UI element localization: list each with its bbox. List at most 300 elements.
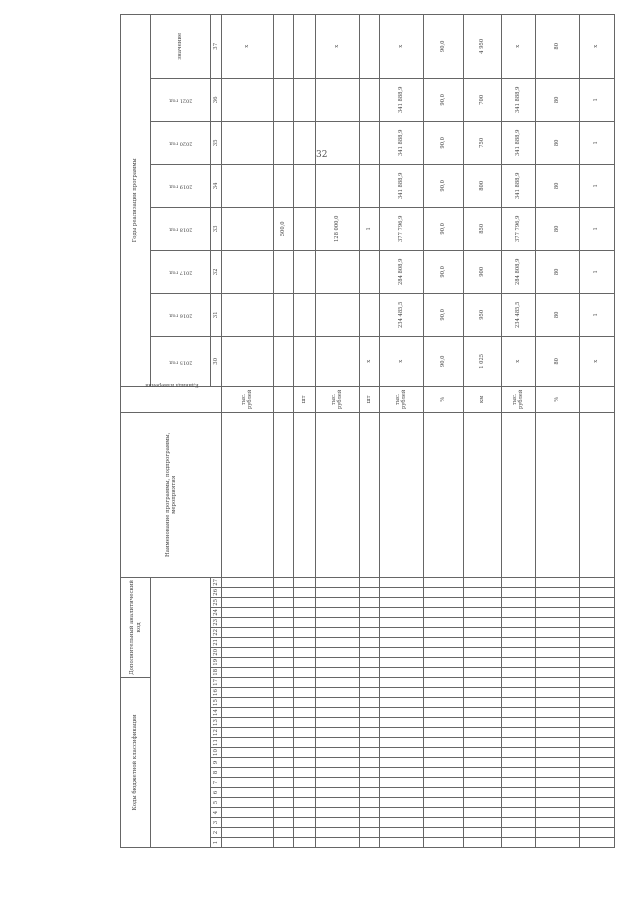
year-value-cell (222, 336, 274, 386)
column-number: 14 (211, 708, 222, 718)
code-cell (536, 728, 580, 738)
code-cell (316, 647, 360, 657)
code-cell (502, 728, 536, 738)
code-cell (360, 617, 380, 627)
code-cell (274, 607, 294, 617)
code-cell (360, 667, 380, 677)
column-number: 13 (211, 718, 222, 728)
column-number: 21 (211, 637, 222, 647)
code-cell (222, 778, 274, 788)
year-value-cell (316, 121, 360, 164)
code-cell (536, 798, 580, 808)
table-row (502, 14, 536, 847)
code-cell (424, 627, 464, 637)
code-cell (360, 748, 380, 758)
code-cell (580, 798, 615, 808)
header-row-1 (121, 14, 151, 847)
code-cell (380, 647, 424, 657)
code-cell (294, 828, 316, 838)
code-cell (380, 768, 424, 778)
code-cell (424, 808, 464, 818)
code-cell (536, 607, 580, 617)
column-number: 17 (211, 677, 222, 687)
year-value-cell: 128 000,0 (316, 207, 360, 250)
code-cell (464, 818, 502, 828)
code-cell (424, 657, 464, 667)
code-cell (274, 708, 294, 718)
code-cell (536, 838, 580, 848)
year-value-cell (294, 336, 316, 386)
code-cell (580, 808, 615, 818)
code-cell (536, 808, 580, 818)
code-cell (502, 698, 536, 708)
year-value-cell: х (380, 336, 424, 386)
code-cell (294, 778, 316, 788)
code-cell (294, 617, 316, 627)
code-cell (464, 667, 502, 677)
year-value-cell (222, 293, 274, 336)
code-cell (380, 838, 424, 848)
unit-cell: шт (294, 386, 316, 412)
year-value-cell: 800 (464, 164, 502, 207)
code-cell (316, 637, 360, 647)
code-cell (274, 748, 294, 758)
year-2021: 2021 год (151, 78, 211, 121)
code-cell (580, 738, 615, 748)
code-cell (274, 718, 294, 728)
code-cell (222, 597, 274, 607)
final-value-cell (294, 14, 316, 78)
year-value-cell: 1 (580, 164, 615, 207)
code-cell (222, 808, 274, 818)
year-value-cell: 377 796,9 (380, 207, 424, 250)
code-cell (536, 597, 580, 607)
code-cell (294, 597, 316, 607)
year-value-cell (222, 164, 274, 207)
row-description (360, 412, 380, 577)
code-cell (222, 637, 274, 647)
code-cell (536, 587, 580, 597)
year-value-cell: 80 (536, 121, 580, 164)
code-cell (316, 788, 360, 798)
year-value-cell: 1 (360, 207, 380, 250)
code-cell (380, 778, 424, 788)
year-value-cell: 80 (536, 250, 580, 293)
year-value-cell: 500,0 (274, 207, 294, 250)
code-cell (424, 748, 464, 758)
code-cell (536, 657, 580, 667)
column-number: 25 (211, 597, 222, 607)
code-cell (316, 818, 360, 828)
code-cell (316, 577, 360, 587)
year-value-cell (294, 293, 316, 336)
column-number: 20 (211, 647, 222, 657)
code-cell (536, 788, 580, 798)
year-value-cell: 1 (580, 207, 615, 250)
code-cell (274, 657, 294, 667)
table-row (580, 14, 615, 847)
code-cell (380, 617, 424, 627)
row-description (294, 412, 316, 577)
unit-column-header: Единица измерения (121, 386, 222, 412)
year-2020: 2020 год (151, 121, 211, 164)
year-value-cell (360, 78, 380, 121)
year-value-cell: 80 (536, 78, 580, 121)
code-cell (464, 748, 502, 758)
code-cell (536, 688, 580, 698)
code-cell (360, 657, 380, 667)
code-cell (360, 647, 380, 657)
year-value-cell: 341 888,9 (380, 164, 424, 207)
code-cell (464, 657, 502, 667)
code-cell (360, 637, 380, 647)
code-cell (380, 667, 424, 677)
year-value-cell (274, 336, 294, 386)
code-cell (360, 607, 380, 617)
code-cell (580, 627, 615, 637)
code-cell (580, 828, 615, 838)
column-number: 3 (211, 818, 222, 828)
code-cell (424, 778, 464, 788)
code-cell (424, 708, 464, 718)
code-cell (536, 738, 580, 748)
code-cell (424, 698, 464, 708)
code-cell (502, 627, 536, 637)
code-cell (464, 637, 502, 647)
code-cell (274, 617, 294, 627)
row-description (316, 412, 360, 577)
code-cell (536, 828, 580, 838)
code-cell (316, 758, 360, 768)
year-value-cell: 341 888,9 (502, 78, 536, 121)
year-value-cell (222, 207, 274, 250)
code-cell (360, 828, 380, 838)
code-cell (360, 708, 380, 718)
year-2019: 2019 год (151, 164, 211, 207)
code-cell (464, 738, 502, 748)
code-cell (502, 838, 536, 848)
code-cell (580, 728, 615, 738)
year-value-cell (274, 121, 294, 164)
code-cell (316, 768, 360, 778)
year-value-cell: 950 (464, 293, 502, 336)
unit-cell: тыс. рублей (380, 386, 424, 412)
final-value-cell (360, 14, 380, 78)
code-cell (316, 838, 360, 848)
code-cell (274, 637, 294, 647)
code-cell (316, 808, 360, 818)
column-number: 30 (211, 336, 222, 386)
code-cell (580, 698, 615, 708)
code-cell (294, 758, 316, 768)
code-cell (464, 688, 502, 698)
code-cell (274, 597, 294, 607)
year-value-cell (274, 250, 294, 293)
code-cell (316, 778, 360, 788)
code-cell (294, 688, 316, 698)
code-cell (360, 738, 380, 748)
unit-cell (274, 386, 294, 412)
code-cell (274, 738, 294, 748)
code-cell (222, 667, 274, 677)
column-number: 12 (211, 728, 222, 738)
code-cell (222, 788, 274, 798)
code-cell (222, 617, 274, 627)
row-description (380, 412, 424, 577)
code-cell (316, 718, 360, 728)
row-description (464, 412, 502, 577)
column-number: 10 (211, 748, 222, 758)
code-cell (294, 667, 316, 677)
code-cell (222, 708, 274, 718)
code-cell (536, 768, 580, 778)
code-cell (580, 838, 615, 848)
column-number: 22 (211, 627, 222, 637)
row-description (222, 412, 274, 577)
final-value-subheader: значение (151, 14, 211, 78)
code-cell (380, 798, 424, 808)
code-cell (464, 587, 502, 597)
code-cell (502, 808, 536, 818)
code-cell (222, 577, 274, 587)
code-cell (464, 788, 502, 798)
code-cell (536, 647, 580, 657)
code-cell (360, 768, 380, 778)
code-cell (294, 698, 316, 708)
code-cell (274, 808, 294, 818)
code-cell (294, 768, 316, 778)
code-cell (380, 587, 424, 597)
row-description (274, 412, 294, 577)
code-cell (424, 818, 464, 828)
code-cell (580, 818, 615, 828)
code-cell (424, 788, 464, 798)
column-number: 19 (211, 657, 222, 667)
code-cell (294, 577, 316, 587)
code-cell (380, 677, 424, 687)
code-cell (580, 587, 615, 597)
code-cell (316, 708, 360, 718)
year-value-cell (316, 78, 360, 121)
year-value-cell (294, 164, 316, 207)
column-number: 18 (211, 667, 222, 677)
code-cell (502, 828, 536, 838)
column-number: 33 (211, 207, 222, 250)
code-cell (502, 597, 536, 607)
code-cell (360, 677, 380, 687)
code-cell (380, 818, 424, 828)
final-value-cell: х (380, 14, 424, 78)
code-cell (464, 758, 502, 768)
code-cell (580, 657, 615, 667)
code-cell (222, 828, 274, 838)
code-cell (580, 788, 615, 798)
code-cell (580, 688, 615, 698)
code-cell (274, 798, 294, 808)
year-value-cell: 90,0 (424, 164, 464, 207)
code-cell (274, 818, 294, 828)
code-cell (464, 577, 502, 587)
final-value-cell: 80 (536, 14, 580, 78)
code-cell (222, 688, 274, 698)
column-number: 9 (211, 758, 222, 768)
code-cell (536, 617, 580, 627)
code-cell (580, 718, 615, 728)
code-cell (294, 808, 316, 818)
code-cell (294, 637, 316, 647)
code-cell (222, 677, 274, 687)
column-number: 2 (211, 828, 222, 838)
table-row (464, 14, 502, 847)
code-cell (536, 627, 580, 637)
code-cell (360, 688, 380, 698)
year-value-cell (360, 250, 380, 293)
code-cell (502, 637, 536, 647)
year-value-cell: 700 (464, 78, 502, 121)
code-cell (360, 627, 380, 637)
code-cell (464, 778, 502, 788)
unit-cell: тыс. рублей (222, 386, 274, 412)
year-value-cell: 234 485,5 (380, 293, 424, 336)
code-cell (360, 728, 380, 738)
code-cell (294, 647, 316, 657)
code-cell (424, 738, 464, 748)
code-cell (380, 828, 424, 838)
code-cell (536, 708, 580, 718)
code-cell (464, 718, 502, 728)
year-value-cell (316, 293, 360, 336)
code-cell (274, 828, 294, 838)
column-number: 23 (211, 617, 222, 627)
row-description (424, 412, 464, 577)
code-cell (222, 657, 274, 667)
table-row (274, 14, 294, 847)
year-value-cell: 234 485,5 (502, 293, 536, 336)
column-number: 6 (211, 788, 222, 798)
code-cell (294, 677, 316, 687)
code-cell (536, 698, 580, 708)
code-cell (580, 607, 615, 617)
unit-cell: км (464, 386, 502, 412)
year-value-cell: 80 (536, 207, 580, 250)
code-cell (222, 587, 274, 597)
code-cell (222, 738, 274, 748)
code-cell (380, 657, 424, 667)
code-cell (360, 798, 380, 808)
column-number: 34 (211, 164, 222, 207)
code-cell (294, 798, 316, 808)
table-row (294, 14, 316, 847)
program-years-header: Годы реализации программы (121, 14, 151, 386)
code-cell (274, 577, 294, 587)
code-cell (502, 607, 536, 617)
column-number: 32 (211, 250, 222, 293)
year-value-cell: 850 (464, 207, 502, 250)
code-cell (274, 788, 294, 798)
column-number: 36 (211, 78, 222, 121)
code-cell (502, 818, 536, 828)
column-number: 4 (211, 808, 222, 818)
year-value-cell: 341 888,9 (502, 121, 536, 164)
code-cell (536, 778, 580, 788)
code-cell (316, 587, 360, 597)
code-cell (464, 607, 502, 617)
code-cell (424, 758, 464, 768)
column-number: 8 (211, 768, 222, 778)
code-cell (464, 677, 502, 687)
column-number: 27 (211, 577, 222, 587)
year-value-cell (316, 164, 360, 207)
code-cell (222, 728, 274, 738)
code-cell (464, 768, 502, 778)
code-cell (316, 607, 360, 617)
year-value-cell: 90,0 (424, 293, 464, 336)
code-cell (464, 828, 502, 838)
unit-cell: шт (360, 386, 380, 412)
code-cell (536, 758, 580, 768)
column-number: 37 (211, 14, 222, 78)
code-cell (580, 597, 615, 607)
year-value-cell (294, 78, 316, 121)
year-value-cell (222, 78, 274, 121)
year-value-cell: 90,0 (424, 336, 464, 386)
code-cell (380, 577, 424, 587)
code-cell (464, 798, 502, 808)
code-cell (294, 728, 316, 738)
year-value-cell: 90,0 (424, 207, 464, 250)
code-cell (502, 677, 536, 687)
code-cell (380, 748, 424, 758)
code-cell (424, 688, 464, 698)
year-value-cell (316, 336, 360, 386)
year-value-cell: 90,0 (424, 78, 464, 121)
code-cell (222, 798, 274, 808)
code-cell (502, 688, 536, 698)
code-cell (274, 698, 294, 708)
code-cell (536, 718, 580, 728)
year-value-cell (294, 207, 316, 250)
code-cell (222, 768, 274, 778)
year-value-cell: 750 (464, 121, 502, 164)
year-value-cell (360, 164, 380, 207)
code-cell (536, 637, 580, 647)
code-cell (294, 818, 316, 828)
code-cell (424, 718, 464, 728)
code-cell (360, 718, 380, 728)
code-cell (464, 647, 502, 657)
code-cell (380, 758, 424, 768)
code-cell (222, 718, 274, 728)
code-cell (380, 637, 424, 647)
final-value-cell (274, 14, 294, 78)
column-number: 24 (211, 607, 222, 617)
code-cell (316, 677, 360, 687)
year-value-cell (360, 293, 380, 336)
code-cell (464, 728, 502, 738)
column-number: 16 (211, 688, 222, 698)
year-value-cell: 1 (580, 78, 615, 121)
code-cell (536, 667, 580, 677)
code-cell (502, 577, 536, 587)
code-cell (424, 607, 464, 617)
rotated-table-page (120, 32, 600, 848)
code-cell (316, 688, 360, 698)
code-cell (464, 838, 502, 848)
code-cell (360, 778, 380, 788)
year-value-cell (274, 78, 294, 121)
table-row (424, 14, 464, 847)
unit-cell: тыс. рублей (316, 386, 360, 412)
